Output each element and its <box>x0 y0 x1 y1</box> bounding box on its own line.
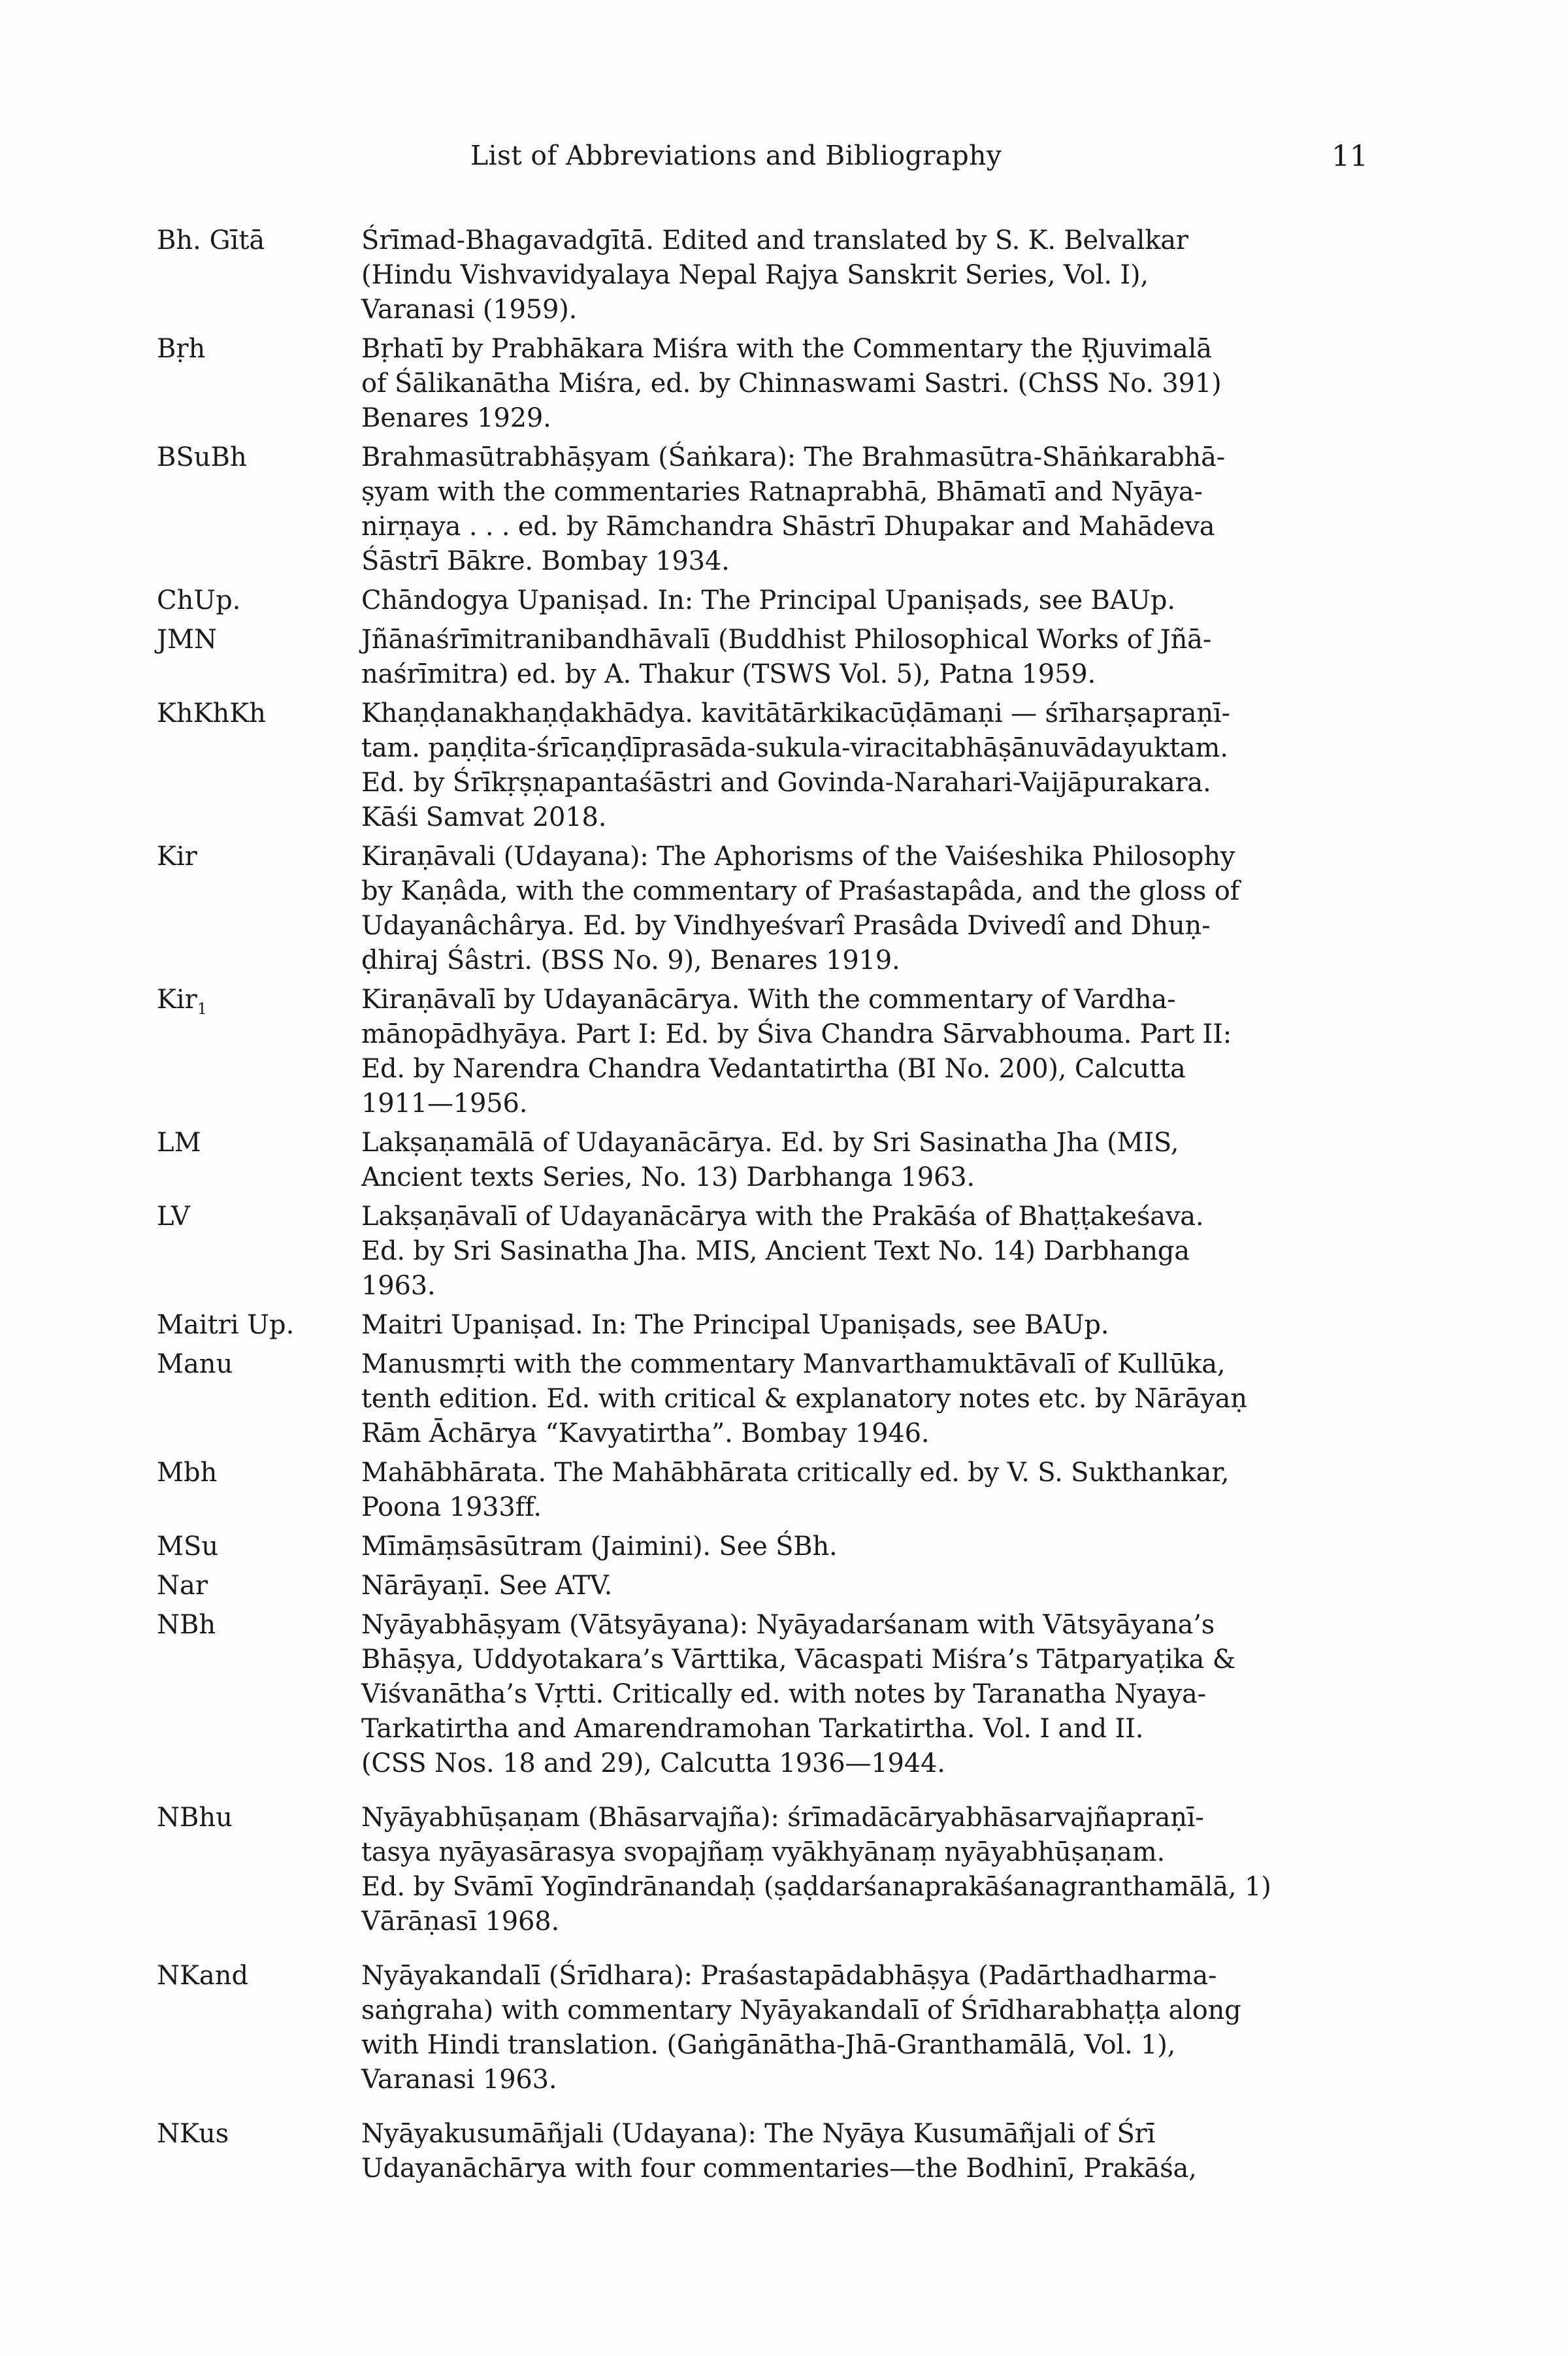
entry-description <box>361 1608 1371 1781</box>
entry-line: by Kaṇâda, with the commentary of Praśastapâda, and the gloss of <box>361 876 1240 906</box>
entry-abbreviation: Maitri Up. <box>157 1310 295 1340</box>
entry-description <box>361 583 1371 618</box>
bibliography-entry <box>157 332 1372 436</box>
entry-line: Ed. by Śrīkṛṣṇapantaśāstri and Govinda-Narahari-Vaijāpurakara. <box>361 768 1211 798</box>
entry-line: Udayanâchârya. Ed. by Vindhyeśvarî Prasâda Dvivedî and Dhuṇ- <box>361 911 1211 941</box>
entry-line: Kāśi Samvat 2018. <box>361 802 607 832</box>
entry-description <box>361 1200 1371 1303</box>
entry-line: naśrīmitra) ed. by A. Thakur (TSWS Vol. 5), Patna 1959. <box>361 659 1096 689</box>
entry-description <box>361 1959 1371 2097</box>
entry-line: Nyāyabhāṣyam (Vātsyāyana): Nyāyadarśanam with Vātsyāyana’s <box>361 1610 1215 1640</box>
page-number: 11 <box>1331 140 1368 173</box>
bibliography-entry <box>157 1456 1372 1525</box>
entry-abbreviation: Manu <box>157 1349 233 1379</box>
entry-description <box>361 1456 1371 1525</box>
entry-abbreviation: NBh <box>157 1610 216 1640</box>
entry-description <box>361 332 1371 436</box>
entry-abbreviation: NKand <box>157 1961 249 1991</box>
entry-line: Khaṇḍanakhaṇḍakhādya. kavitātārkikacūḍāmaṇi — śrīharṣapraṇī- <box>361 698 1230 728</box>
bibliography-entry <box>157 1569 1372 1603</box>
bibliography-entry <box>157 1530 1372 1564</box>
entry-line: of Śālikanātha Miśra, ed. by Chinnaswami Sastri. (ChSS No. 391) <box>361 368 1222 399</box>
entry-abbreviation: MSu <box>157 1531 219 1562</box>
entry-line: Ed. by Sri Sasinatha Jha. MIS, Ancient Text No. 14) Darbhanga <box>361 1236 1190 1266</box>
bibliography-entry <box>157 983 1372 1121</box>
bibliography-entry <box>157 583 1372 618</box>
entry-line: Nārāyaṇī. See ATV. <box>361 1571 613 1601</box>
entry-line: Viśvanātha’s Vṛtti. Critically ed. with notes by Taranatha Nyaya- <box>361 1679 1206 1709</box>
entry-line: Ed. by Svāmī Yogīndrānandaḥ (ṣaḍdarśanaprakāśanagranthamālā, 1) <box>361 1872 1271 1902</box>
entry-line: tenth edition. Ed. with critical & explanatory notes etc. by Nārāyaṇ <box>361 1384 1247 1414</box>
bibliography-entry <box>157 1200 1372 1303</box>
entry-description <box>361 840 1371 978</box>
bibliography-entry <box>157 696 1372 835</box>
bibliography-entry <box>157 440 1372 579</box>
bibliography-entry <box>157 2117 1372 2186</box>
entry-line: with Hindi translation. (Gaṅgānātha-Jhā-Granthamālā, Vol. 1), <box>361 2030 1176 2060</box>
entry-description <box>361 1569 1371 1603</box>
bibliography-entry <box>157 840 1372 978</box>
entry-description <box>361 696 1371 835</box>
entry-description <box>361 223 1371 327</box>
entry-line: Nyāyakandalī (Śrīdhara): Praśastapādabhāṣya (Padārthadharma- <box>361 1961 1217 1991</box>
entry-line: Maitri Upaniṣad. In: The Principal Upaniṣads, see BAUp. <box>361 1310 1109 1340</box>
bibliography-entry <box>157 1126 1372 1195</box>
entry-line: Vārāṇasī 1968. <box>361 1906 560 1937</box>
entry-line: Ancient texts Series, No. 13) Darbhanga 1963. <box>361 1162 975 1192</box>
entry-line: Benares 1929. <box>361 403 551 433</box>
entry-line: tasya nyāyasārasya svopajñaṃ vyākhyānaṃ nyāyabhūṣaṇam. <box>361 1837 1165 1867</box>
entry-line: tam. paṇḍita-śrīcaṇḍīprasāda-sukula-viracitabhāṣānuvādayuktam. <box>361 733 1228 763</box>
bibliography-entry <box>157 1608 1372 1781</box>
entry-line: nirṇaya . . . ed. by Rāmchandra Shāstrī Dhupakar and Mahādeva <box>361 512 1215 542</box>
entry-line: (CSS Nos. 18 and 29), Calcutta 1936—1944. <box>361 1748 945 1778</box>
entry-line: Chāndogya Upaniṣad. In: The Principal Upaniṣads, see BAUp. <box>361 585 1175 615</box>
entry-line: ḍhiraj Śâstri. (BSS No. 9), Benares 1919. <box>361 945 900 975</box>
entry-line: Manusmṛti with the commentary Manvarthamuktāvalī of Kullūka, <box>361 1349 1226 1379</box>
entry-abbreviation: Mbh <box>157 1458 218 1488</box>
entry-line: Jñānaśrīmitranibandhāvalī (Buddhist Philosophical Works of Jñā- <box>361 625 1212 655</box>
entry-abbreviation: Bṛh <box>157 334 206 364</box>
entry-line: Mahābhārata. The Mahābhārata critically ed. by V. S. Sukthankar, <box>361 1458 1230 1488</box>
entry-abbreviation: KhKhKh <box>157 698 266 728</box>
entry-line: Lakṣaṇāvalī of Udayanācārya with the Prakāśa of Bhaṭṭakeśava. <box>361 1202 1204 1232</box>
entry-description <box>361 2117 1371 2186</box>
entry-description <box>361 983 1371 1121</box>
entry-line: Kiraṇāvalī by Udayanācārya. With the commentary of Vardha- <box>361 985 1176 1015</box>
bibliography-list <box>157 223 1372 2186</box>
entry-line: saṅgraha) with commentary Nyāyakandalī of Śrīdharabhaṭṭa along <box>361 1995 1241 2025</box>
entry-description <box>361 1801 1371 1939</box>
entry-line: Bhāṣya, Uddyotakara’s Vārttika, Vācaspati Miśra’s Tātparyaṭika & <box>361 1644 1236 1675</box>
entry-line: Varanasi 1963. <box>361 2065 557 2095</box>
entry-line: Udayanāchārya with four commentaries—the Bodhinī, Prakāśa, <box>361 2153 1197 2184</box>
entry-line: ṣyam with the commentaries Ratnaprabhā, Bhāmatī and Nyāya- <box>361 477 1203 507</box>
entry-line: Śrīmad-Bhagavadgītā. Edited and translated by S. K. Belvalkar <box>361 225 1188 255</box>
abbreviation-text: Kir <box>157 985 197 1015</box>
bibliography-entry <box>157 623 1372 692</box>
entry-abbreviation: Bh. Gītā <box>157 225 265 255</box>
bibliography-entry <box>157 1801 1372 1939</box>
entry-line: 1963. <box>361 1271 436 1301</box>
entry-abbreviation <box>157 983 361 1026</box>
bibliography-entry <box>157 1347 1372 1451</box>
entry-line: Nyāyakusumāñjali (Udayana): The Nyāya Kusumāñjali of Śrī <box>361 2119 1156 2149</box>
entry-description <box>361 1530 1371 1564</box>
entry-description <box>361 1308 1371 1343</box>
entry-line: Rām Āchārya “Kavyatirtha”. Bombay 1946. <box>361 1418 930 1448</box>
entry-abbreviation: ChUp. <box>157 585 241 615</box>
bibliography-entry <box>157 1308 1372 1343</box>
entry-abbreviation: LM <box>157 1128 201 1158</box>
entry-line: Bṛhatī by Prabhākara Miśra with the Commentary the Ṛjuvimalā <box>361 334 1212 364</box>
entry-line: mānopādhyāya. Part I: Ed. by Śiva Chandra Sārvabhouma. Part II: <box>361 1019 1232 1049</box>
entry-line: Ed. by Narendra Chandra Vedantatirtha (BI No. 200), Calcutta <box>361 1054 1186 1084</box>
bibliography-entry <box>157 1959 1372 2097</box>
entry-line: (Hindu Vishvavidyalaya Nepal Rajya Sanskrit Series, Vol. I), <box>361 260 1149 290</box>
entry-abbreviation: NKus <box>157 2119 229 2149</box>
entry-description <box>361 1126 1371 1195</box>
entry-line: Varanasi (1959). <box>361 295 578 325</box>
entry-line: Kiraṇāvali (Udayana): The Aphorisms of the Vaiśeshika Philosophy <box>361 842 1235 872</box>
entry-abbreviation: NBhu <box>157 1803 233 1833</box>
bibliography-entry <box>157 223 1372 327</box>
running-head: List of Abbreviations and Bibliography <box>470 140 1002 171</box>
entry-line: Nyāyabhūṣaṇam (Bhāsarvajña): śrīmadācāryabhāsarvajñapraṇī- <box>361 1803 1204 1833</box>
entry-abbreviation: Kir <box>157 842 197 872</box>
entry-line: Brahmasūtrabhāṣyam (Śaṅkara): The Brahmasūtra-Shāṅkarabhā- <box>361 442 1226 472</box>
entry-line: Tarkatirtha and Amarendramohan Tarkatirtha. Vol. I and II. <box>361 1714 1144 1744</box>
entry-abbreviation: JMN <box>157 625 217 655</box>
entry-line: Lakṣaṇamālā of Udayanācārya. Ed. by Sri Sasinatha Jha (MIS, <box>361 1128 1179 1158</box>
entry-description <box>361 1347 1371 1451</box>
abbreviation-subscript: 1 <box>197 1000 208 1018</box>
entry-line: 1911—1956. <box>361 1088 528 1119</box>
entry-line: Śāstrī Bākre. Bombay 1934. <box>361 546 730 576</box>
entry-line: Poona 1933ff. <box>361 1492 542 1522</box>
entry-description <box>361 623 1371 692</box>
entry-description <box>361 440 1371 579</box>
entry-line: Mīmāṃsāsūtram (Jaimini). See ŚBh. <box>361 1531 838 1562</box>
entry-abbreviation: BSuBh <box>157 442 247 472</box>
entry-abbreviation: LV <box>157 1202 190 1232</box>
entry-abbreviation: Nar <box>157 1571 208 1601</box>
